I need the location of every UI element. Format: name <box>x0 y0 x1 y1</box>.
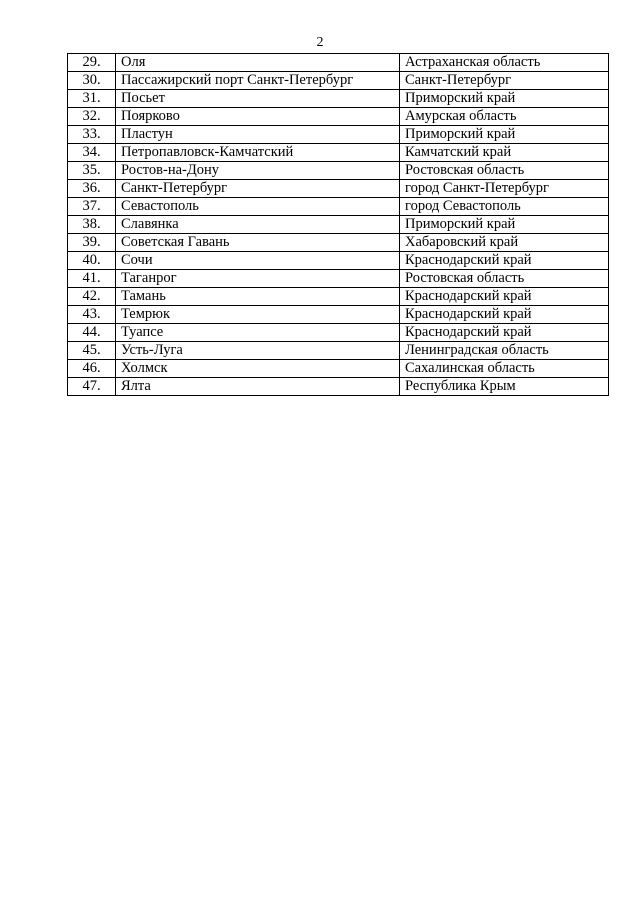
ports-table-body <box>68 54 609 396</box>
row-number: 30. <box>68 72 116 90</box>
port-name: Туапсе <box>116 324 400 342</box>
port-name: Холмск <box>116 360 400 378</box>
region-name: город Санкт-Петербург <box>400 180 609 198</box>
row-number: 39. <box>68 234 116 252</box>
table-row <box>68 216 609 234</box>
region-name: Сахалинская область <box>400 360 609 378</box>
table-row <box>68 252 609 270</box>
port-name: Усть-Луга <box>116 342 400 360</box>
port-name: Санкт-Петербург <box>116 180 400 198</box>
row-number: 47. <box>68 378 116 396</box>
port-name: Оля <box>116 54 400 72</box>
table-row <box>68 162 609 180</box>
page-number: 2 <box>316 35 324 50</box>
table-row <box>68 324 609 342</box>
region-name: Краснодарский край <box>400 252 609 270</box>
port-name: Пластун <box>116 126 400 144</box>
region-name: Приморский край <box>400 126 609 144</box>
row-number: 35. <box>68 162 116 180</box>
row-number: 43. <box>68 306 116 324</box>
region-name: Краснодарский край <box>400 324 609 342</box>
ports-table <box>67 53 609 396</box>
port-name: Темрюк <box>116 306 400 324</box>
port-name: Советская Гавань <box>116 234 400 252</box>
port-name: Севастополь <box>116 198 400 216</box>
row-number: 32. <box>68 108 116 126</box>
table-row <box>68 234 609 252</box>
row-number: 46. <box>68 360 116 378</box>
row-number: 33. <box>68 126 116 144</box>
table-row <box>68 198 609 216</box>
table-row <box>68 306 609 324</box>
region-name: Ленинградская область <box>400 342 609 360</box>
table-row <box>68 288 609 306</box>
row-number: 36. <box>68 180 116 198</box>
port-name: Посьет <box>116 90 400 108</box>
row-number: 42. <box>68 288 116 306</box>
row-number: 34. <box>68 144 116 162</box>
region-name: Хабаровский край <box>400 234 609 252</box>
port-name: Ростов-на-Дону <box>116 162 400 180</box>
table-row <box>68 360 609 378</box>
region-name: Ростовская область <box>400 270 609 288</box>
row-number: 40. <box>68 252 116 270</box>
port-name: Петропавловск-Камчатский <box>116 144 400 162</box>
port-name: Тамань <box>116 288 400 306</box>
port-name: Славянка <box>116 216 400 234</box>
port-name: Ялта <box>116 378 400 396</box>
row-number: 44. <box>68 324 116 342</box>
region-name: город Севастополь <box>400 198 609 216</box>
region-name: Камчатский край <box>400 144 609 162</box>
region-name: Приморский край <box>400 90 609 108</box>
region-name: Краснодарский край <box>400 288 609 306</box>
table-row <box>68 180 609 198</box>
row-number: 29. <box>68 54 116 72</box>
table-row <box>68 342 609 360</box>
row-number: 37. <box>68 198 116 216</box>
row-number: 38. <box>68 216 116 234</box>
table-row <box>68 72 609 90</box>
table-row <box>68 54 609 72</box>
port-name: Пассажирский порт Санкт-Петербург <box>116 72 400 90</box>
region-name: Астраханская область <box>400 54 609 72</box>
table-row <box>68 144 609 162</box>
port-name: Поярково <box>116 108 400 126</box>
region-name: Краснодарский край <box>400 306 609 324</box>
region-name: Ростовская область <box>400 162 609 180</box>
region-name: Амурская область <box>400 108 609 126</box>
region-name: Приморский край <box>400 216 609 234</box>
port-name: Таганрог <box>116 270 400 288</box>
row-number: 31. <box>68 90 116 108</box>
table-row <box>68 378 609 396</box>
table-row <box>68 90 609 108</box>
table-row <box>68 270 609 288</box>
row-number: 45. <box>68 342 116 360</box>
region-name: Санкт-Петербург <box>400 72 609 90</box>
row-number: 41. <box>68 270 116 288</box>
table-row <box>68 108 609 126</box>
port-name: Сочи <box>116 252 400 270</box>
region-name: Республика Крым <box>400 378 609 396</box>
table-row <box>68 126 609 144</box>
